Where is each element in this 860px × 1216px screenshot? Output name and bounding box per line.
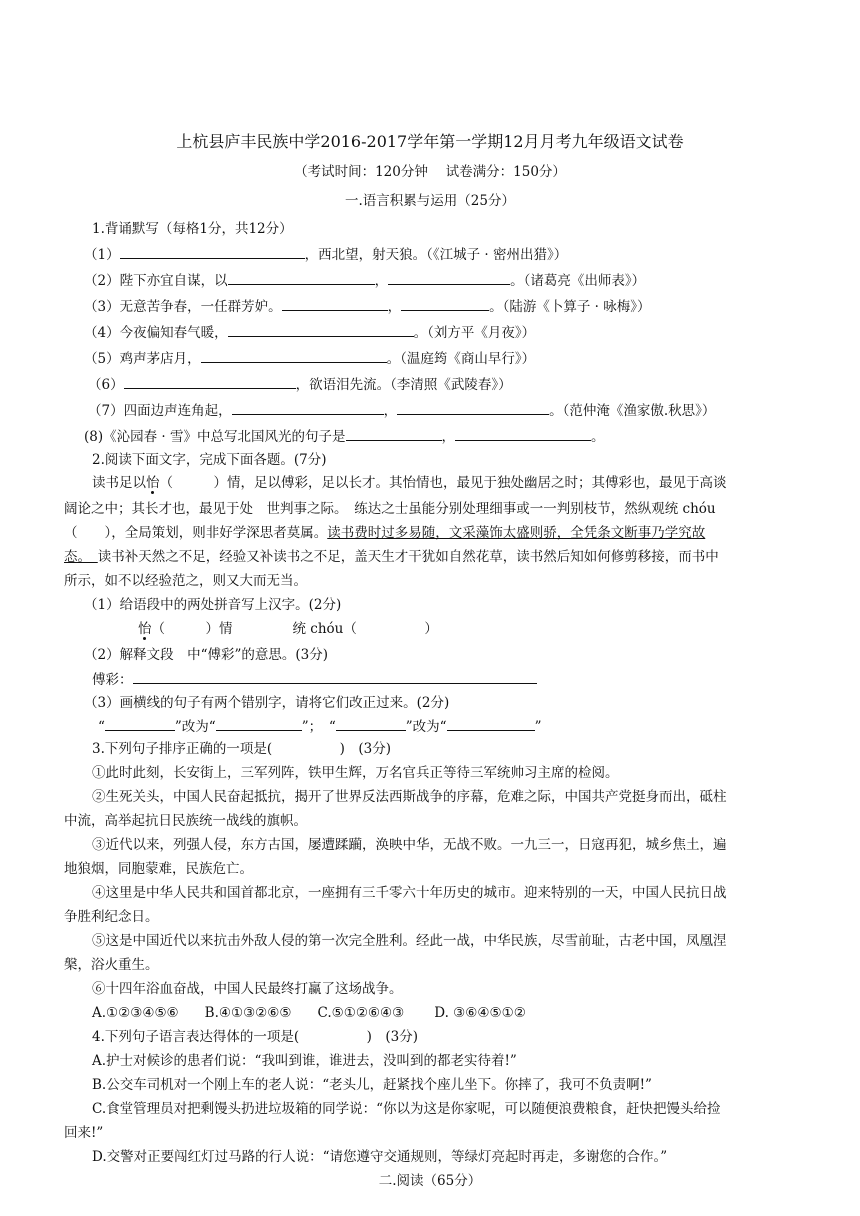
answer-blank[interactable] — [228, 271, 375, 285]
q1-stem: 1.背诵默写（每格1分，共12分） — [92, 221, 293, 237]
answer-blank[interactable] — [124, 375, 296, 389]
q3-option-d[interactable]: D. ③⑥④⑤①② — [434, 1005, 526, 1021]
exam-subtitle: （考试时间：120分钟 试卷满分：150分） — [294, 164, 566, 180]
q3-item-4: ④这里是中华人民共和国首都北京，一座拥有三千零六十年历史的城市。迎来特别的一天，中国人民抗日战 — [92, 885, 727, 901]
q3-item-4-cont: 争胜利纪念日。 — [64, 909, 159, 925]
underlined-sentence-end: 态。 — [64, 549, 98, 565]
q4-option-d: D.交警对正要闯红灯过马路的行人说：“请您遵守交通规则，等绿灯亮起时再走，多谢您的合作。” — [92, 1149, 668, 1165]
q2-sub-2: （2）解释文段 中“傅彩”的意思。(3分) — [84, 647, 329, 663]
q3-item-6: ⑥十四年浴血奋战，中国人民最终打赢了这场战争。 — [92, 981, 403, 997]
q3-stem: 3.下列句子排序正确的一项是( ) (3分) — [92, 741, 392, 757]
q1-line-8: (8)《沁园春 · 雪》中总写北国风光的句子是 ， 。 — [84, 429, 605, 445]
q2-sub-3: （3）画横线的句子有两个错别字，请将它们改正过来。(2分) — [84, 695, 450, 711]
answer-blank[interactable] — [346, 427, 442, 441]
q2-passage-line-5: 所示，如不以经验范之，则又大而无当。 — [64, 573, 307, 589]
answer-blank[interactable] — [388, 271, 510, 285]
q4-option-c-cont: 回来!” — [64, 1125, 104, 1141]
q2-stem: 2.阅读下面文字，完成下面各题。(7分) — [92, 452, 327, 468]
q1-line-5: （5）鸡声茅店月， 。（温庭筠《商山早行》） — [84, 351, 536, 367]
underlined-sentence: 读书费时过多易随，文采藻饰太盛则骄，全凭条文断事乃学究故 — [327, 525, 706, 541]
answer-blank[interactable] — [397, 401, 549, 415]
answer-blank[interactable] — [105, 717, 175, 731]
q2-sub-1-fill: 怡（ ）情 统 chóu（ ） — [138, 621, 438, 637]
q2-passage-line-4: 态。 读书补天然之不足，经验又补读书之不足，盖天生才干犹如自然花草，读书然后知如何修剪移接，而书中 — [64, 549, 719, 565]
q3-item-3-cont: 地狼烟，同胞蒙难，民族危亡。 — [64, 861, 253, 877]
q2-sub-1: （1）给语段中的两处拼音写上汉字。(2分) — [84, 597, 342, 613]
q1-line-4: （4）今夜偏知春气暖， 。（刘方平《月夜》） — [84, 325, 536, 341]
q4-option-a: A.护士对候诊的患者们说：“我叫到谁，谁进去，没叫到的都老实待着!” — [92, 1053, 517, 1069]
q1-line-1: （1） ，西北望，射天狼。（《江城子 · 密州出猎》） — [84, 247, 568, 263]
q3-option-b[interactable]: B.④①③②⑥⑤ — [204, 1005, 292, 1021]
q3-item-1: ①此时此刻，长安街上，三军列阵，铁甲生辉，万名官兵正等待三军统帅习主席的检阅。 — [92, 765, 619, 781]
answer-blank[interactable] — [232, 401, 384, 415]
q4-stem: 4.下列句子语言表达得体的一项是( ) (3分) — [92, 1029, 419, 1045]
q3-item-2-cont: 中流，高举起抗日民族统一战线的旗帜。 — [64, 813, 307, 829]
q2-passage-line-1: 读书足以怡（ ）情，足以傅彩，足以长才。其怡情也，最见于独处幽居之时；其傅彩也，最见于高谈 — [92, 475, 727, 491]
answer-blank[interactable] — [447, 717, 535, 731]
answer-blank[interactable] — [455, 427, 591, 441]
exam-title: 上杭县庐丰民族中学2016-2017学年第一学期12月月考九年级语文试卷 — [176, 132, 684, 151]
q1-line-6: （6） ，欲语泪先流。（李清照《武陵春》） — [88, 377, 512, 393]
section-1-heading: 一.语言积累与运用（25分） — [345, 193, 515, 209]
answer-blank[interactable] — [201, 349, 387, 363]
answer-blank[interactable] — [216, 717, 302, 731]
q3-option-c[interactable]: C.⑤①②⑥④③ — [317, 1005, 405, 1021]
q1-line-3: （3）无意苦争春，一任群芳妒。 ， 。（陆游《卜算子 · 咏梅》） — [84, 299, 651, 315]
q2-passage-line-2: 阔论之中；其长才也，最见于处 世判事之际。 练达之士虽能分别处理细事或一一判别枝节，然纵观统 chóu — [64, 501, 716, 517]
q4-option-c: C.食堂管理员对把剩馒头扔进垃圾箱的同学说：“你以为这是你家呢，可以随便浪费粮食，赶快把馒头给捡 — [92, 1101, 721, 1117]
q2-sub-2-answer: 傅彩： — [92, 670, 537, 689]
q3-options — [92, 1004, 526, 1022]
answer-blank[interactable] — [401, 297, 489, 311]
q3-item-2: ②生死关头，中国人民奋起抵抗，揭开了世界反法西斯战争的序幕，危难之际，中国共产党挺身而出，砥柱 — [92, 789, 727, 805]
answer-blank[interactable] — [228, 323, 414, 337]
q1-line-2: （2）陛下亦宜自谋，以 ， 。（诸葛亮《出师表》） — [84, 273, 646, 289]
answer-blank[interactable] — [120, 245, 305, 259]
q3-option-a[interactable]: A.①②③④⑤⑥ — [92, 1005, 179, 1021]
q3-item-3: ③近代以来，列强人侵，东方古国，屡遭蹂躏，涣映中华，无战不败。一九三一，日寇再犯，城乡焦土，遍 — [92, 837, 727, 853]
section-2-heading: 二.阅读（65分） — [378, 1173, 482, 1189]
answer-blank[interactable] — [282, 297, 388, 311]
answer-blank[interactable] — [133, 670, 537, 684]
q3-item-5: ⑤这是中国近代以来抗击外敌人侵的第一次完全胜利。经此一战，中华民族，尽雪前耻，古老中国，凤凰涅 — [92, 933, 727, 949]
q3-item-5-cont: 槃，浴火重生。 — [64, 957, 159, 973]
q4-option-b: B.公交车司机对一个刚上车的老人说：“老头儿，赶紧找个座儿坐下。你摔了，我可不负责啊!” — [92, 1077, 652, 1093]
answer-blank[interactable] — [336, 717, 406, 731]
q2-sub-3-answer: “ ”改为“ ”； “ ”改为“ ” — [98, 719, 542, 735]
q1-line-7: （7）四面边声连角起， ， 。（范仲淹《渔家傲.秋思》） — [88, 403, 716, 419]
q2-passage-line-3: （ ），全局策划，则非好学深思者莫属。读书费时过多易随，文采藻饰太盛则骄，全凭条文断事乃学究故 — [64, 525, 706, 541]
